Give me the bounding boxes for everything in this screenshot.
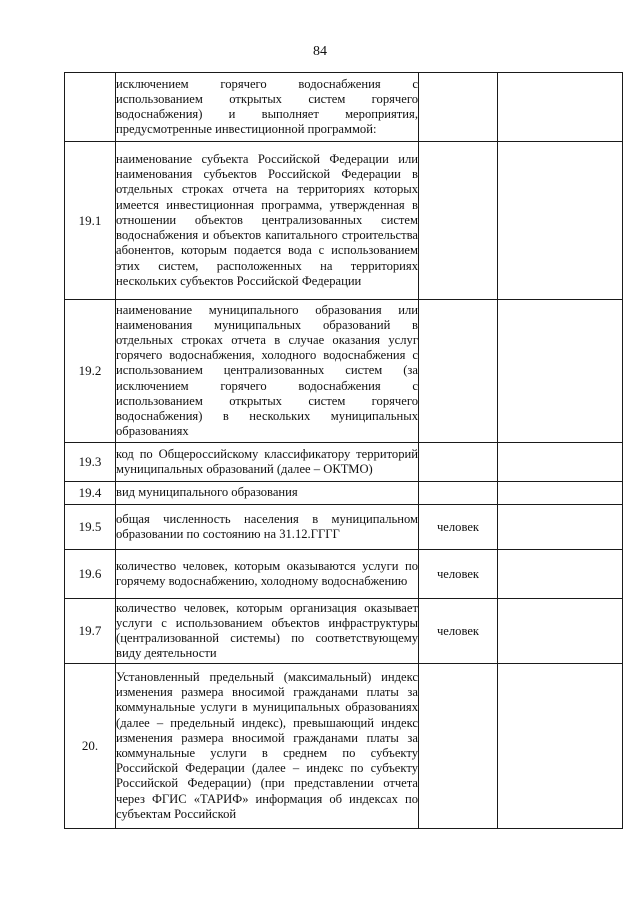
row-unit — [419, 482, 498, 505]
row-description — [116, 142, 419, 300]
row-description-text: код по Общероссийскому классификатору территорий муниципальных образований (далее – ОКТМО) — [116, 446, 418, 476]
row-description — [116, 550, 419, 599]
row-unit: человек — [419, 505, 498, 550]
row-description — [116, 73, 419, 142]
row-number: 19.1 — [65, 142, 116, 300]
table-row — [65, 443, 623, 482]
row-unit — [419, 664, 498, 829]
row-description-text: количество человек, которым оказываются услуги по горячему водоснабжению, холодному водоснабжению — [116, 558, 418, 588]
row-value-cell — [498, 73, 623, 142]
row-number: 19.7 — [65, 599, 116, 664]
row-description — [116, 443, 419, 482]
row-unit — [419, 73, 498, 142]
row-value-cell — [498, 300, 623, 443]
page-number: 84 — [313, 44, 327, 59]
row-description-text: наименование муниципального образования или наименования муниципальных образований в отдельных строках отчета в случае оказания услуг горячего водоснабжения, холодного водоснабжения с использованием централизованных систем (за исключением горячего водоснабжения с использованием открытых систем горячего водоснабжения) в нескольких муниципальных образованиях — [116, 302, 418, 439]
row-unit — [419, 443, 498, 482]
row-value-cell — [498, 443, 623, 482]
table-row — [65, 300, 623, 443]
row-description — [116, 482, 419, 505]
row-unit: человек — [419, 599, 498, 664]
row-description — [116, 505, 419, 550]
page-bottom-margin — [0, 845, 640, 901]
row-value-cell — [498, 550, 623, 599]
table-row — [65, 73, 623, 142]
row-value-cell — [498, 482, 623, 505]
row-description-text: исключением горячего водоснабжения с использованием открытых систем горячего водоснабжения) и выполняет мероприятия, предусмотренные инвестиционной программой: — [116, 76, 418, 137]
report-table — [64, 72, 623, 829]
table-row — [65, 664, 623, 829]
row-value-cell — [498, 599, 623, 664]
row-description-text: вид муниципального образования — [116, 485, 298, 500]
row-description-text: наименование субъекта Российской Федерации или наименования субъектов Российской Федерации в отдельных строках отчета на территориях которых имеется инвестиционная программа, утвержденная в отношении объектов централизованных систем водоснабжения и объектов капитального строительства абонентов, которым подается вода с использованием этих систем, расположенных на территориях нескольких субъектов Российской Федерации — [116, 152, 418, 288]
row-number: 19.6 — [65, 550, 116, 599]
row-description-text: количество человек, которым организация оказывает услуги с использованием объектов инфраструктуры (централизованной системы) по соответствующему виду деятельности — [116, 600, 418, 661]
row-value-cell — [498, 664, 623, 829]
row-unit — [419, 300, 498, 443]
row-number: 19.4 — [65, 482, 116, 505]
row-number: 19.2 — [65, 300, 116, 443]
row-number: 20. — [65, 664, 116, 829]
table-row — [65, 599, 623, 664]
table-row — [65, 482, 623, 505]
row-unit: человек — [419, 550, 498, 599]
row-number: 19.5 — [65, 505, 116, 550]
table-row — [65, 142, 623, 300]
table-row — [65, 505, 623, 550]
row-description-text: Установленный предельный (максимальный) индекс изменения размера вносимой гражданами платы за коммунальные услуги в муниципальных образованиях (далее – предельный индекс), превышающий индекс изменения размера вносимой гражданами платы за коммунальные услуги в среднем по субъекту Российской Федерации (далее – индекс по субъекту Российской Федерации) (при представлении отчета через ФГИС «ТАРИФ» информация об индексах по субъектам Российской — [116, 669, 418, 821]
row-value-cell — [498, 142, 623, 300]
table-row — [65, 550, 623, 599]
row-description-text: общая численность населения в муниципальном образовании по состоянию на 31.12.ГГГГ — [116, 511, 418, 541]
row-number — [65, 73, 116, 142]
row-description — [116, 300, 419, 443]
row-unit — [419, 142, 498, 300]
row-description — [116, 664, 419, 829]
row-value-cell — [498, 505, 623, 550]
row-description — [116, 599, 419, 664]
row-number: 19.3 — [65, 443, 116, 482]
